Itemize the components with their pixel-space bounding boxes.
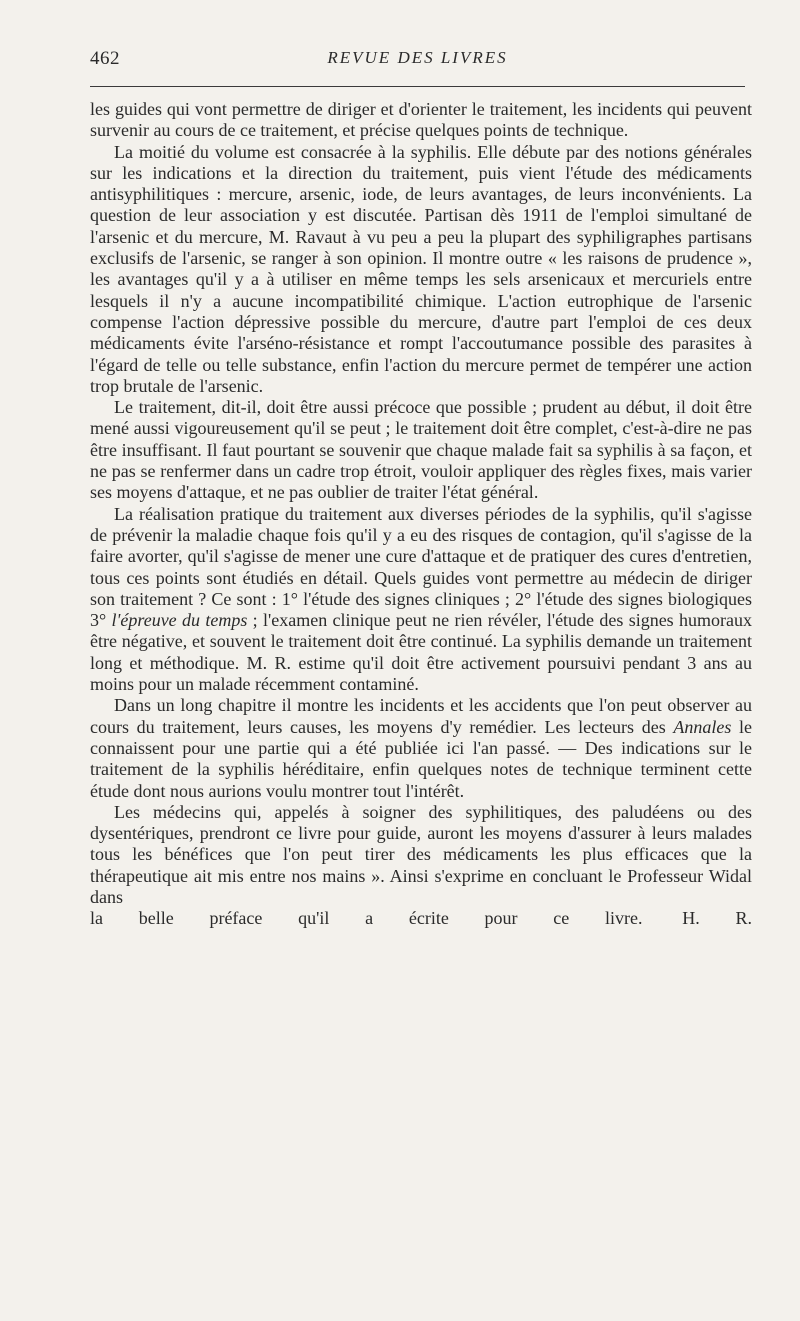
- page-header: [90, 48, 745, 76]
- text-segment: ; l'examen clinique peut ne rien révéler, l'étude des signes humoraux être négative, et souvent le traitement doit être continué. La syphilis demande un traitement long et méthodique. M. R. estime qu'il doit être activement poursuivi pendant 3 ans au moins pour un malade récemment contaminé.: [90, 610, 752, 695]
- paragraph-treatment-periods: [90, 504, 752, 696]
- page-number: 462: [90, 48, 120, 69]
- paragraph-treatment-principles: Le traitement, dit-il, doit être aussi précoce que possible ; prudent au début, il doit être mené aussi vigoureusement qu'il se peut ; le traitement doit être complet, c'est-à-dire ne pas être insuffisant. Il faut pourtant se souvenir que chaque malade fait sa syphilis à sa façon, et ne pas se renfermer dans un cadre trop étroit, vouloir appliquer des règles fixes, mais varier ses moyens d'attaque, et ne pas oublier de traiter l'état général.: [90, 397, 752, 503]
- text-segment: Dans un long chapitre il montre les incidents et les accidents que l'on peut observer au cours du traitement, leurs causes, les moyens d'y remédier. Les lecteurs des: [90, 695, 752, 737]
- header-rule: [90, 86, 745, 87]
- journal-title: Annales: [673, 716, 732, 737]
- text-segment: La réalisation pratique du traitement aux diverses périodes de la syphilis, qu'il s'agisse de prévenir la maladie chaque fois qu'il y a eu des risques de contagion, qu'il s'agisse de la faire avorter, qu'il s'agisse de mener une cure d'attaque et de pratiquer des cures d'entretien, tous ces points sont étudiés en détail. Quels guides vont permettre au médecin de diriger son traitement ? Ce sont : 1° l'étude des signes cliniques ; 2° l'étude des signes biologiques 3°: [90, 503, 752, 631]
- text-segment: le connaissent pour une partie qui a été publiée ici l'an passé. — Des indications sur le traitement de la syphilis héréditaire, enfin quelques notes de technique terminent cette étude dont nous aurions voulu montrer tout l'intérêt.: [90, 716, 752, 801]
- running-title: REVUE DES LIVRES: [327, 48, 508, 67]
- article-body: [90, 99, 752, 930]
- author-signature: H. R.: [682, 908, 752, 929]
- italic-term: l'épreuve du temps: [111, 610, 248, 631]
- paragraph-syphilis-volume: La moitié du volume est consacrée à la syphilis. Elle débute par des notions générales sur les indications et la direction du traitement, puis vient l'étude des médicaments antisyphilitiques : mercure, arsenic, iode, de leurs avantages, de leurs inconvénients. La question de leur association y est discutée. Partisan dès 1911 de l'emploi simultané de l'arsenic et du mercure, M. Ravaut à vu peu a peu la plupart des syphiligraphes partisans exclusifs de l'arsenic, se ranger à son opinion. Il montre outre « les raisons de prudence », les avantages qu'il y a à utiliser en même temps les sels arsenicaux et mercuriels entre lesquels il n'y a aucune incompatibilité chimique. L'action eutrophique de l'arsenic compense l'action dépressive possible du mercure, d'autre part l'emploi de ces deux médicaments évite l'arséno-résistance et rompt l'accoutumance possible des parasites à l'égard de telle ou telle substance, enfin l'action du mercure permet de tempérer une action trop brutale de l'arsenic.: [90, 141, 752, 396]
- paragraph-conclusion: Les médecins qui, appelés à soigner des syphilitiques, des paludéens ou des dysentériques, prendront ce livre pour guide, auront les moyens d'assurer à leurs malades tous les bénéfices que l'on peut tirer des médicaments les plus efficaces que la thérapeutique ait mis entre nos mains ». Ainsi s'exprime en concluant le Professeur Widal dans: [90, 801, 752, 907]
- paragraph-continuation: les guides qui vont permettre de diriger et d'orienter le traitement, les incidents qui peuvent survenir au cours de ce traitement, et précise quelques points de technique.: [90, 99, 752, 141]
- closing-text: la belle préface qu'il a écrite pour ce livre.: [90, 908, 643, 929]
- paragraph-incidents: [90, 695, 752, 801]
- closing-line: [90, 908, 752, 929]
